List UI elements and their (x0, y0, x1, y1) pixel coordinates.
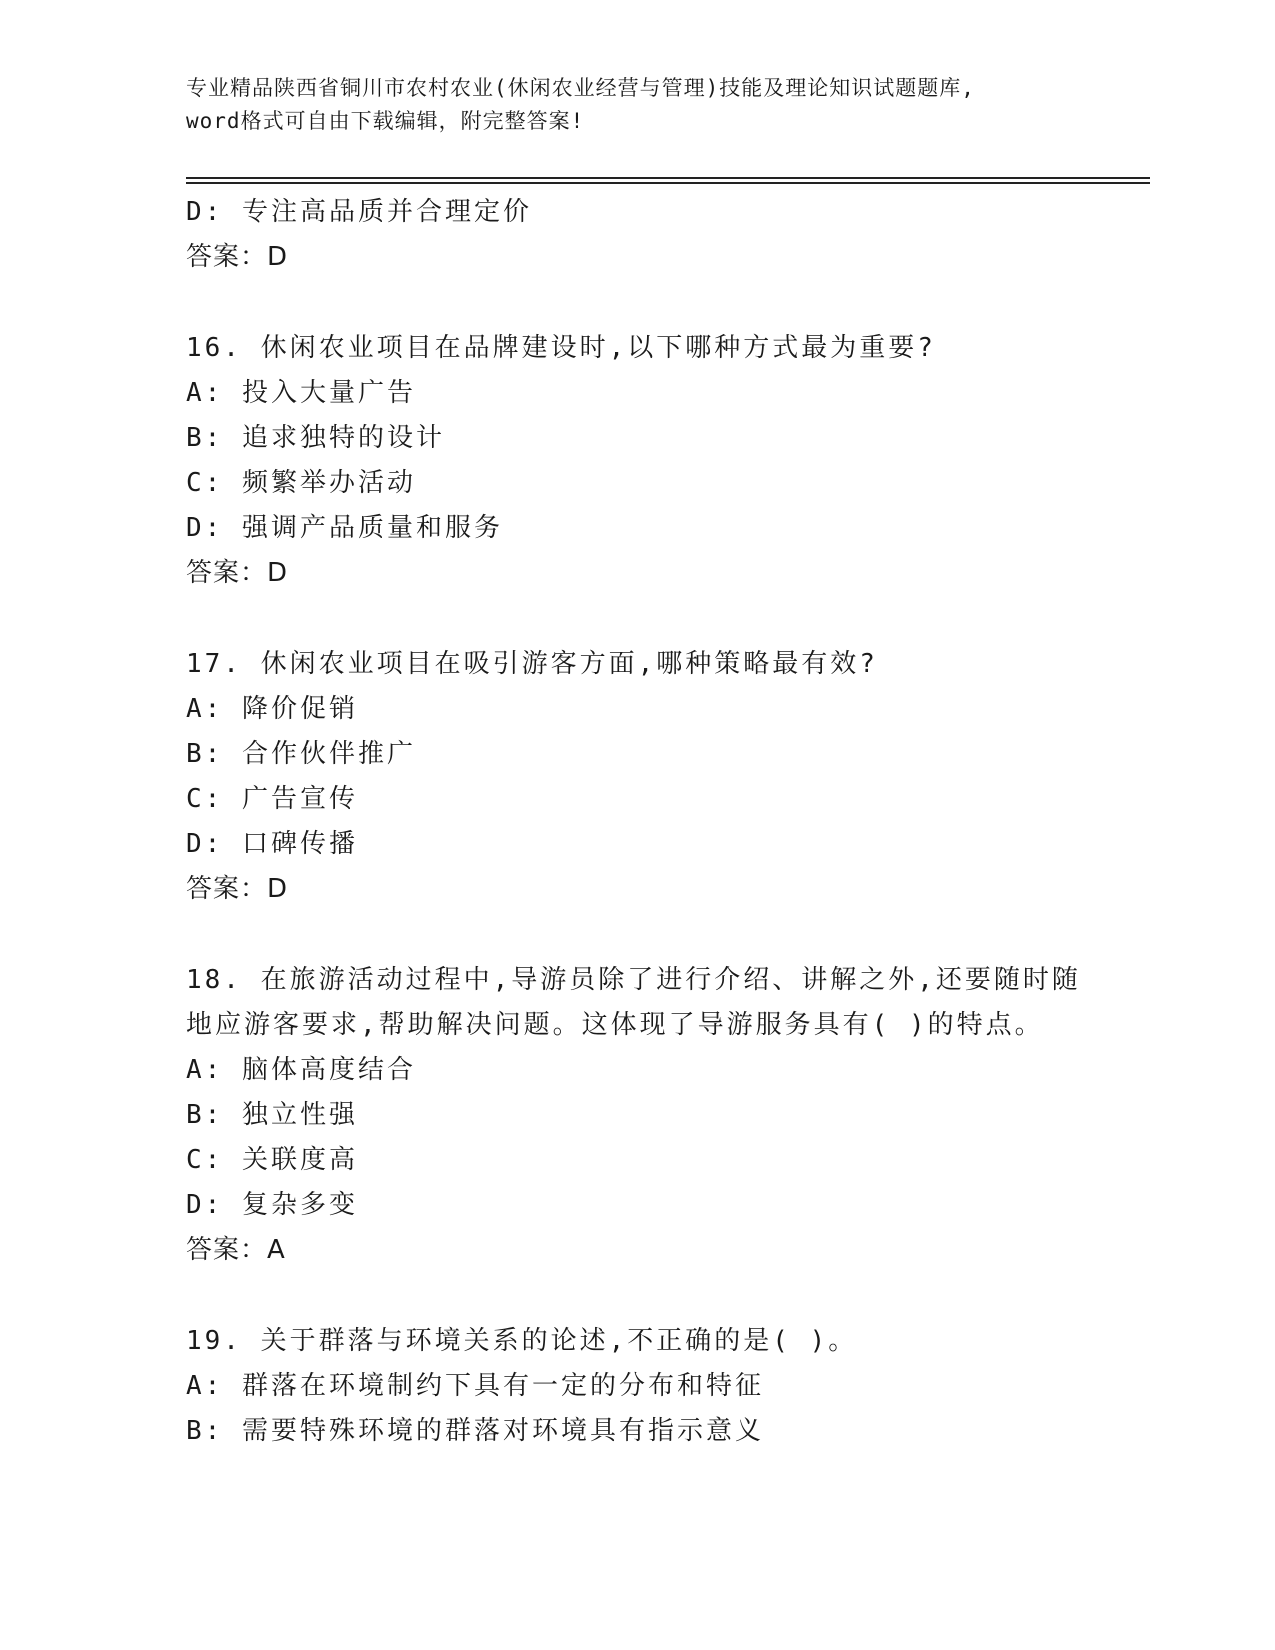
option-d: D: 口碑传播 (186, 829, 358, 859)
question-text-line-2: 地应游客要求,帮助解决问题。这体现了导游服务具有( )的特点。 (186, 1010, 1044, 1040)
option-d: D: 强调产品质量和服务 (186, 513, 503, 543)
answer-line: 答案：D (186, 558, 289, 588)
option-c: C: 广告宣传 (186, 784, 358, 814)
option-d: D: 专注高品质并合理定价 (186, 197, 532, 227)
question-text: 19. 关于群落与环境关系的论述,不正确的是( )。 (186, 1326, 858, 1356)
option-c: C: 关联度高 (186, 1145, 358, 1175)
question-text: 16. 休闲农业项目在品牌建设时,以下哪种方式最为重要? (186, 333, 936, 363)
option-b: B: 合作伙伴推广 (186, 739, 416, 769)
question-list (186, 190, 1146, 1454)
option-d: D: 复杂多变 (186, 1190, 358, 1220)
question-16 (186, 326, 1146, 596)
header-title-line-1: 专业精品陕西省铜川市农村农业(休闲农业经营与管理)技能及理论知识试题题库, (186, 76, 975, 100)
header-divider-bottom (186, 182, 1150, 184)
option-a: A: 脑体高度结合 (186, 1055, 416, 1085)
header-divider-top (186, 177, 1150, 179)
option-a: A: 群落在环境制约下具有一定的分布和特征 (186, 1371, 764, 1401)
question-17 (186, 642, 1146, 912)
option-b: B: 独立性强 (186, 1100, 358, 1130)
option-a: A: 投入大量广告 (186, 378, 416, 408)
header-title-line-2: word格式可自由下载编辑，附完整答案! (186, 109, 585, 133)
answer-line: 答案：D (186, 242, 289, 272)
question-text: 17. 休闲农业项目在吸引游客方面,哪种策略最有效? (186, 649, 878, 679)
question-18 (186, 958, 1146, 1273)
previous-question-tail (186, 190, 1146, 280)
document-header (186, 72, 1106, 138)
answer-line: 答案：A (186, 1235, 286, 1265)
option-b: B: 需要特殊环境的群落对环境具有指示意义 (186, 1416, 764, 1446)
option-a: A: 降价促销 (186, 694, 358, 724)
option-b: B: 追求独特的设计 (186, 423, 445, 453)
answer-line: 答案：D (186, 874, 289, 904)
question-text-line-1: 18. 在旅游活动过程中,导游员除了进行介绍、讲解之外,还要随时随 (186, 965, 1081, 995)
option-c: C: 频繁举办活动 (186, 468, 416, 498)
question-19 (186, 1319, 1146, 1454)
